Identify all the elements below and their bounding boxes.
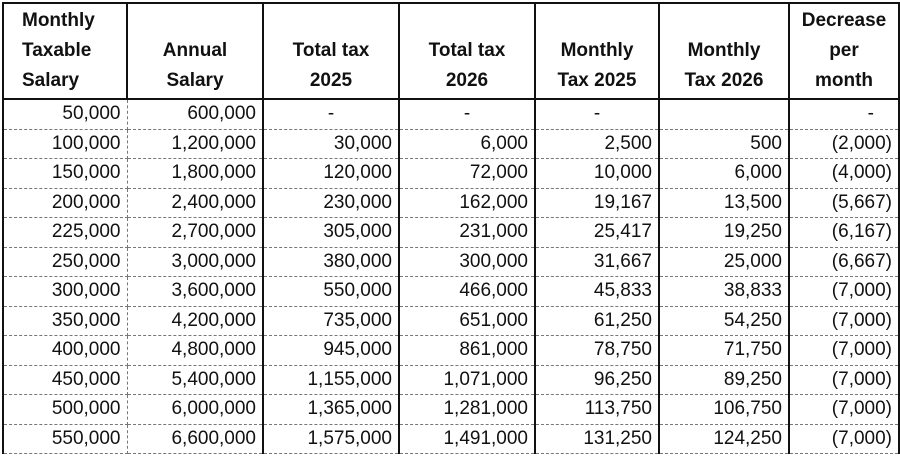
table-row	[3, 247, 899, 277]
cell-monthly-tax-2025: 61,250	[535, 306, 659, 336]
cell-annual-salary: 600,000	[127, 99, 263, 129]
header-decrease-per-month: Decrease per month	[789, 3, 899, 99]
table-row	[3, 188, 899, 218]
cell-monthly-tax-2025: 25,417	[535, 218, 659, 248]
cell-monthly-taxable-salary: 200,000	[3, 188, 127, 218]
header-total-tax-2025: Total tax 2025	[263, 3, 399, 99]
cell-monthly-tax-2025: 31,667	[535, 247, 659, 277]
cell-total-tax-2026: -	[399, 99, 535, 129]
cell-total-tax-2026: 1,491,000	[399, 424, 535, 454]
cell-monthly-tax-2025: 78,750	[535, 336, 659, 366]
cell-decrease-per-month: (6,667)	[789, 247, 899, 277]
cell-monthly-tax-2025: 45,833	[535, 277, 659, 307]
cell-decrease-per-month: -	[789, 99, 899, 129]
cell-decrease-per-month: (5,667)	[789, 188, 899, 218]
cell-total-tax-2026: 1,071,000	[399, 365, 535, 395]
cell-annual-salary: 3,000,000	[127, 247, 263, 277]
cell-total-tax-2026: 231,000	[399, 218, 535, 248]
cell-total-tax-2026: 1,281,000	[399, 395, 535, 425]
cell-decrease-per-month: (7,000)	[789, 365, 899, 395]
cell-monthly-taxable-salary: 100,000	[3, 129, 127, 159]
cell-monthly-taxable-salary: 350,000	[3, 306, 127, 336]
cell-annual-salary: 1,800,000	[127, 159, 263, 189]
cell-total-tax-2025: 735,000	[263, 306, 399, 336]
header-monthly-taxable-salary: Monthly Taxable Salary	[3, 3, 127, 99]
header-total-tax-2026: Total tax 2026	[399, 3, 535, 99]
cell-monthly-tax-2026: 54,250	[659, 306, 789, 336]
table-row	[3, 99, 899, 129]
table-row	[3, 277, 899, 307]
cell-monthly-taxable-salary: 300,000	[3, 277, 127, 307]
cell-annual-salary: 2,700,000	[127, 218, 263, 248]
cell-decrease-per-month: (2,000)	[789, 129, 899, 159]
cell-total-tax-2026: 466,000	[399, 277, 535, 307]
cell-annual-salary: 3,600,000	[127, 277, 263, 307]
cell-monthly-tax-2026: 89,250	[659, 365, 789, 395]
cell-monthly-tax-2026: 25,000	[659, 247, 789, 277]
cell-annual-salary: 4,800,000	[127, 336, 263, 366]
cell-total-tax-2026: 6,000	[399, 129, 535, 159]
cell-total-tax-2025: 120,000	[263, 159, 399, 189]
cell-total-tax-2025: 1,365,000	[263, 395, 399, 425]
cell-annual-salary: 5,400,000	[127, 365, 263, 395]
cell-monthly-tax-2025: 113,750	[535, 395, 659, 425]
cell-decrease-per-month: (7,000)	[789, 306, 899, 336]
cell-decrease-per-month: (6,167)	[789, 218, 899, 248]
header-row	[3, 3, 899, 99]
cell-total-tax-2025: 380,000	[263, 247, 399, 277]
tax-comparison-sheet	[2, 2, 898, 460]
cell-total-tax-2025: 550,000	[263, 277, 399, 307]
cell-monthly-tax-2025: 131,250	[535, 424, 659, 454]
cell-annual-salary: 1,200,000	[127, 129, 263, 159]
cell-monthly-taxable-salary: 225,000	[3, 218, 127, 248]
table-row	[3, 365, 899, 395]
table-row	[3, 395, 899, 425]
cell-total-tax-2025: 30,000	[263, 129, 399, 159]
table-row	[3, 159, 899, 189]
tax-comparison-table	[2, 2, 900, 454]
cell-monthly-tax-2026: 106,750	[659, 395, 789, 425]
cell-decrease-per-month: (7,000)	[789, 424, 899, 454]
cell-monthly-taxable-salary: 50,000	[3, 99, 127, 129]
cell-total-tax-2026: 651,000	[399, 306, 535, 336]
cell-annual-salary: 6,600,000	[127, 424, 263, 454]
cell-monthly-taxable-salary: 400,000	[3, 336, 127, 366]
cell-total-tax-2025: -	[263, 99, 399, 129]
table-row	[3, 424, 899, 454]
table-row	[3, 218, 899, 248]
cell-monthly-tax-2025: 10,000	[535, 159, 659, 189]
cell-total-tax-2025: 1,155,000	[263, 365, 399, 395]
header-annual-salary: Annual Salary	[127, 3, 263, 99]
cell-monthly-tax-2026: 38,833	[659, 277, 789, 307]
cell-total-tax-2025: 945,000	[263, 336, 399, 366]
cell-decrease-per-month: (7,000)	[789, 395, 899, 425]
cell-total-tax-2025: 305,000	[263, 218, 399, 248]
cell-decrease-per-month: (7,000)	[789, 336, 899, 366]
cell-monthly-tax-2026: 124,250	[659, 424, 789, 454]
cell-total-tax-2026: 72,000	[399, 159, 535, 189]
cell-monthly-tax-2025: 2,500	[535, 129, 659, 159]
cell-monthly-taxable-salary: 250,000	[3, 247, 127, 277]
cell-annual-salary: 6,000,000	[127, 395, 263, 425]
cell-monthly-taxable-salary: 500,000	[3, 395, 127, 425]
header-monthly-tax-2025: Monthly Tax 2025	[535, 3, 659, 99]
cell-annual-salary: 4,200,000	[127, 306, 263, 336]
header-monthly-tax-2026: Monthly Tax 2026	[659, 3, 789, 99]
cell-monthly-tax-2026: 71,750	[659, 336, 789, 366]
table-row	[3, 129, 899, 159]
cell-decrease-per-month: (4,000)	[789, 159, 899, 189]
cell-monthly-taxable-salary: 550,000	[3, 424, 127, 454]
cell-monthly-tax-2025: -	[535, 99, 659, 129]
cell-monthly-tax-2026: 19,250	[659, 218, 789, 248]
cell-monthly-tax-2026: 6,000	[659, 159, 789, 189]
cell-annual-salary: 2,400,000	[127, 188, 263, 218]
table-row	[3, 306, 899, 336]
cell-monthly-taxable-salary: 150,000	[3, 159, 127, 189]
cell-decrease-per-month: (7,000)	[789, 277, 899, 307]
cell-total-tax-2026: 162,000	[399, 188, 535, 218]
cell-monthly-taxable-salary: 450,000	[3, 365, 127, 395]
cell-monthly-tax-2026: 500	[659, 129, 789, 159]
cell-total-tax-2026: 300,000	[399, 247, 535, 277]
cell-total-tax-2025: 230,000	[263, 188, 399, 218]
cell-monthly-tax-2026: 13,500	[659, 188, 789, 218]
table-row	[3, 336, 899, 366]
cell-total-tax-2026: 861,000	[399, 336, 535, 366]
cell-monthly-tax-2025: 19,167	[535, 188, 659, 218]
cell-monthly-tax-2025: 96,250	[535, 365, 659, 395]
cell-monthly-tax-2026	[659, 99, 789, 129]
cell-total-tax-2025: 1,575,000	[263, 424, 399, 454]
